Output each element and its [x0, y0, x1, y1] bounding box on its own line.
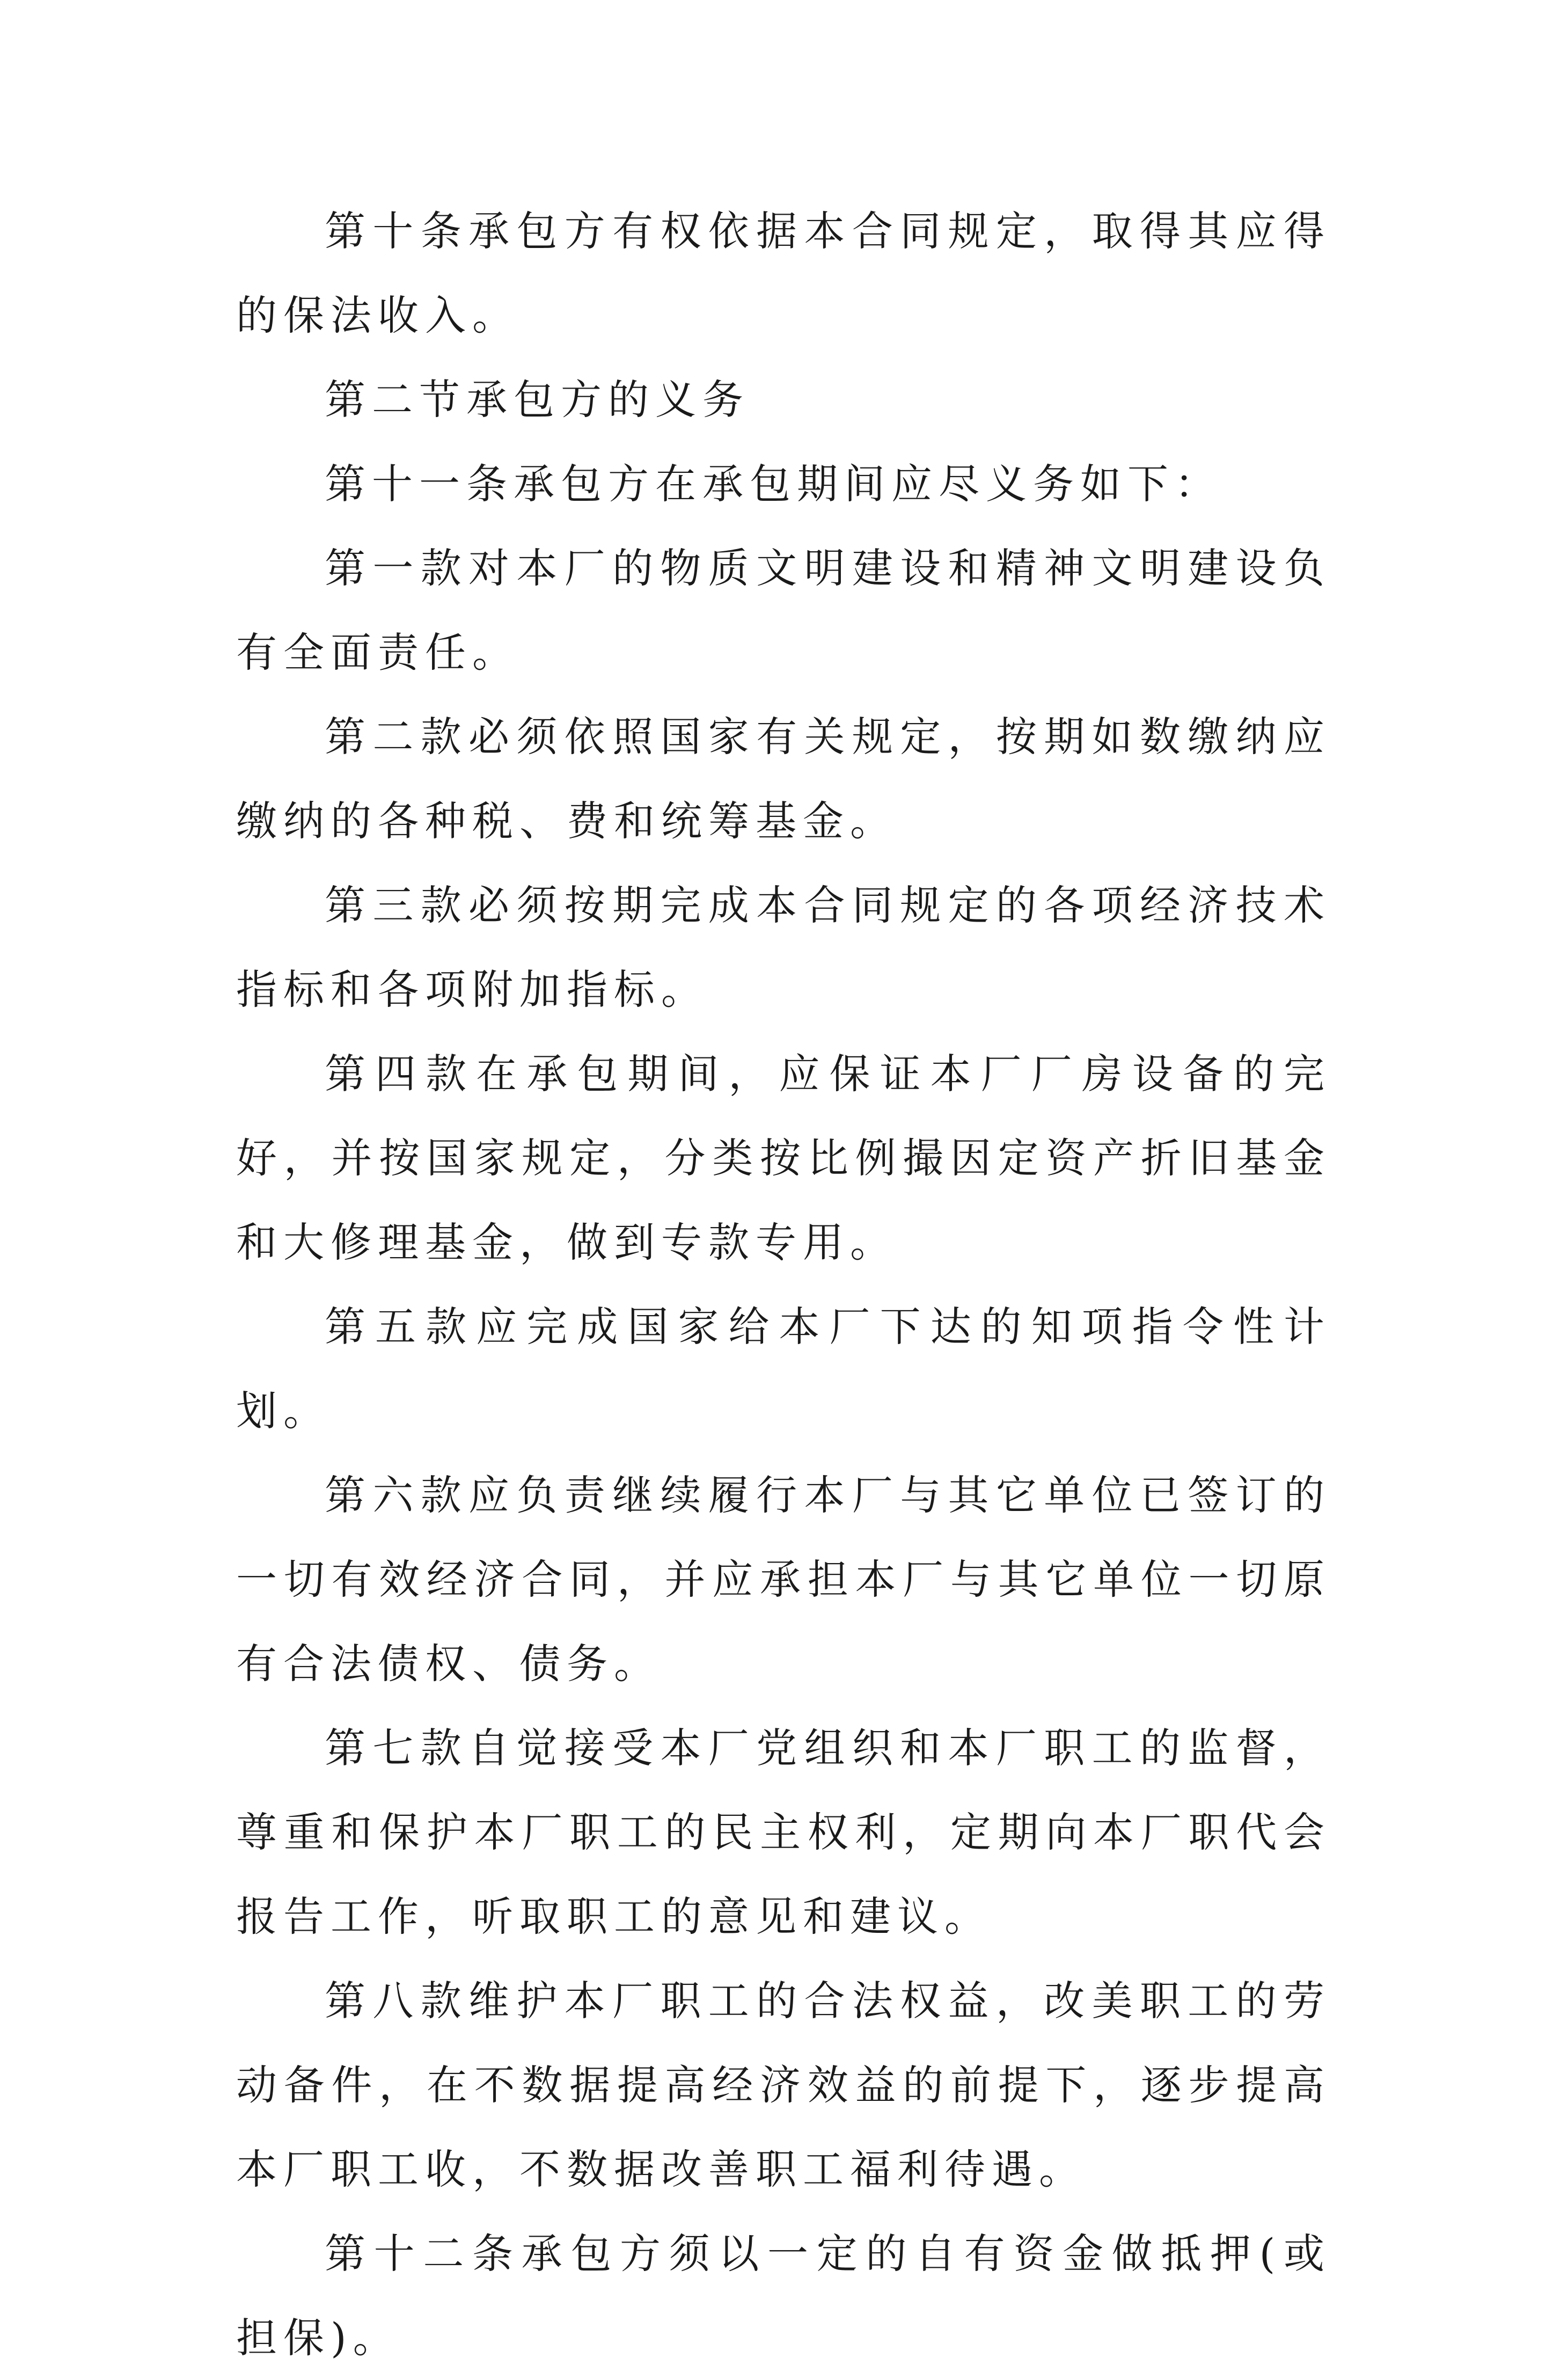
paragraph-clause-2: 第二款必须依照国家有关规定，按期如数缴纳应缴纳的各种税、费和统筹基金。: [236, 713, 1331, 845]
section-heading-contractor-obligations: 第二节承包方的义务: [325, 376, 750, 424]
paragraph-article-11: 第十一条承包方在承包期间应尽义务如下：: [325, 460, 1222, 508]
paragraph-article-10: 第十条承包方有权依据本合同规定，取得其应得的保法收入。: [236, 207, 1331, 339]
paragraph-clause-8: 第八款维护本厂职工的合法权益，改美职工的劳动备件，在不数据提高经济效益的前提下，逐步提高本厂职工收，不数据改善职工福利待遇。: [236, 1977, 1331, 2193]
paragraph-clause-6: 第六款应负责继续履行本厂与其它单位已签订的一切有效经济合同，并应承担本厂与其它单位一切原有合法债权、债务。: [236, 1471, 1331, 1688]
paragraph-clause-1: 第一款对本厂的物质文明建设和精神文明建设负有全面责任。: [236, 544, 1331, 676]
paragraph-clause-7: 第七款自觉接受本厂党组织和本厂职工的监督，尊重和保护本厂职工的民主权利，定期向本厂职代会报告工作，听取职工的意见和建议。: [236, 1724, 1331, 1940]
contract-text-body: [236, 189, 1331, 2380]
paragraph-clause-4: 第四款在承包期间，应保证本厂厂房设备的完好，并按国家规定，分类按比例撮因定资产折旧基金和大修理基金，做到专款专用。: [236, 1050, 1331, 1266]
paragraph-clause-5: 第五款应完成国家给本厂下达的知项指令性计划。: [236, 1303, 1331, 1435]
paragraph-article-12: 第十二条承包方须以一定的自有资金做抵押(或担保)。: [236, 2230, 1331, 2362]
paragraph-clause-3: 第三款必须按期完成本合同规定的各项经济技术指标和各项附加指标。: [236, 881, 1331, 1013]
